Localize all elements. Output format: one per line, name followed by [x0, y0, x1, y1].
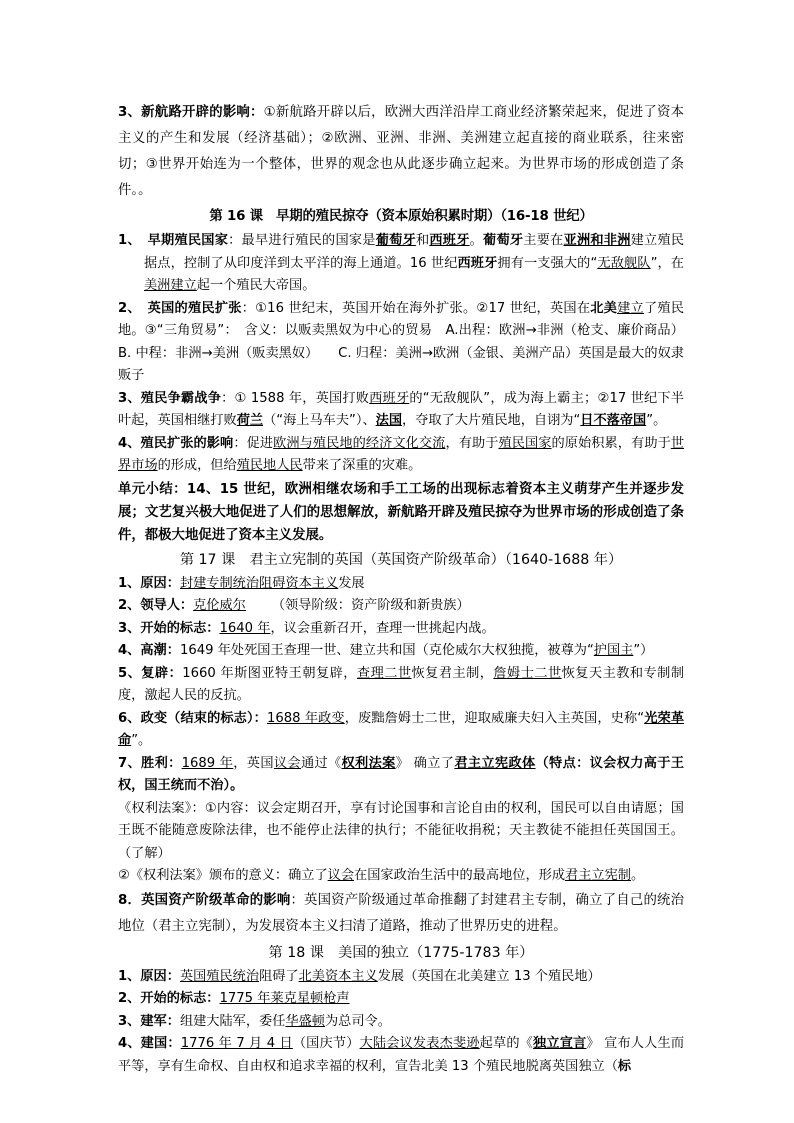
- keyword-exchange: 欧洲与殖民地的经济文化交流: [273, 435, 446, 451]
- keyword-capitalism: 资本主义: [285, 575, 339, 591]
- text: 拥有一支强大的“: [497, 255, 598, 271]
- lesson-17-item-8: [118, 888, 684, 940]
- text: ，英国: [233, 755, 274, 771]
- keyword-lord-protector: 护国主: [593, 643, 634, 658]
- text: ，议会重新召开，查理一世挑起内战。: [270, 620, 495, 636]
- item-label: 2、领导人：: [118, 598, 194, 613]
- item-label: 1、原因：: [118, 968, 180, 984]
- keyword-continental-congress: 大陆会议发表: [359, 1036, 440, 1051]
- keyword-james-ii: 詹姆士二世: [493, 665, 562, 681]
- keyword-empire: 日不落帝国: [580, 413, 647, 428]
- text: 标: [617, 1058, 632, 1074]
- text: 为总司令。: [325, 1013, 391, 1029]
- keyword-jefferson: 杰斐逊: [439, 1036, 480, 1051]
- keyword-year: 1689 年: [181, 755, 234, 771]
- keyword-world-market: 世界市场: [118, 435, 685, 473]
- keyword-na-capitalism: 北美资本主义: [298, 968, 378, 984]
- text: 的“无敌舰队”，成为海上霸主；②17 世纪下半叶起，英国相继打败: [118, 390, 684, 428]
- lesson-17-title: 第 17 课 君主立宪制的英国（英国资产阶级革命）（1640-1688 年）: [179, 551, 623, 568]
- keyword-year: 1640 年: [219, 620, 271, 636]
- text: 阻碍了: [259, 968, 299, 984]
- lesson-18-item-2: [118, 988, 684, 1011]
- keyword-colonial-people: 殖民地人民: [236, 458, 303, 473]
- lesson-17-item-7: [118, 753, 684, 798]
- text: （领导阶级：资产阶级和新贵族）: [271, 598, 470, 613]
- keyword-spain: 西班牙: [457, 255, 498, 271]
- text: 和: [415, 233, 430, 248]
- keyword-constitutional-monarchy: 君主立宪制: [565, 868, 631, 883]
- lesson-16-item-2: [118, 298, 684, 388]
- text: 。: [630, 868, 645, 883]
- keyword-netherlands: 荷兰: [236, 413, 264, 428]
- text: 发展: [338, 575, 365, 591]
- text: 了殖民地。③“三角贸易”： 含义：以贩卖黑奴为中心的贸易 A.出程：欧洲→非洲（枪支、廉价商品）B. 中程：非洲→美洲（贩卖黑奴） C. 归程：美洲→欧洲（金银、美洲产品）英国是最大的奴隶贩子: [118, 300, 685, 383]
- lesson-18-item-1: [118, 966, 684, 989]
- section-text: ①新航路开辟以后，欧洲大西洋沿岸工商业经济繁荣起来，促进了资本主义的产生和发展（经济基础）；②欧洲、亚洲、非洲、美洲建立起直接的商业联系，往来密切；③世界开始连为一个整体，世界的观念也从此逐步确立起来。为世界市场的形成创造了条件。。: [118, 105, 684, 198]
- text: ：① 1588 年，英国打败: [221, 390, 370, 406]
- item-label: 3、开始的标志：: [118, 620, 220, 636]
- keyword-portugal: 葡萄牙: [483, 233, 524, 248]
- section-label: 3、新航路开辟的影响：: [118, 105, 264, 120]
- lesson-18-item-4: [118, 1033, 684, 1078]
- keyword-colonial-states: 殖民国家: [498, 435, 552, 451]
- paragraph-new-route-impact: [118, 100, 684, 204]
- item-label: 6、政变（结束的标志）：: [118, 710, 267, 726]
- keyword-bill-of-rights: 权利法案: [341, 755, 396, 771]
- text: ，有助于: [445, 435, 499, 451]
- keyword-north-america: 北美: [590, 300, 618, 316]
- text: ”）: [633, 643, 654, 658]
- text: 》 宣布人人生而平等，享有生命权、自由权和追求幸福的权利，宣告北美 13 个殖民地脱离英国独立（: [118, 1036, 685, 1074]
- keyword-date: 1776 年 7 月 4 日: [180, 1036, 293, 1051]
- keyword-portugal: 葡萄牙: [375, 233, 416, 248]
- keyword-british-rule: 英国殖民统治: [179, 968, 260, 984]
- lesson-17-item-4: [118, 640, 684, 663]
- text: （国庆节）: [292, 1036, 360, 1051]
- item-label: 3、建军：: [118, 1013, 180, 1029]
- lesson-18-item-3: [118, 1011, 684, 1034]
- item-label: 4、建国：: [118, 1036, 181, 1051]
- text: 发展（英国在北美建立 13 个殖民地）: [377, 968, 601, 984]
- text: ，夺取了大片殖民地，自诩为“: [402, 413, 581, 428]
- item-label: 1、 早期殖民国家: [118, 233, 229, 248]
- text: 起一个殖民大帝国。: [196, 278, 316, 293]
- text: ②《权利法案》颁布的意义：确立了: [118, 868, 328, 883]
- keyword-parliament: 议会: [273, 755, 301, 771]
- text: ”。: [646, 413, 667, 428]
- text: 1649 年处死国王查理一世、建立共和国（克伦威尔大权独揽，被尊为“: [179, 643, 594, 658]
- text: 。: [469, 233, 484, 248]
- text: ”，在: [650, 255, 684, 271]
- text: ：①16 世纪末，英国开始在海外扩张。②17 世纪，英国在: [241, 300, 591, 316]
- item-label: 5、复辟：: [118, 665, 183, 681]
- keyword-coup: 1688 年政变: [266, 710, 345, 726]
- text: 组建大陆军，委任: [179, 1013, 286, 1029]
- keyword-washington: 华盛顿: [285, 1013, 325, 1029]
- text: （特点：议会权力高于王权，国王统而不治）。: [118, 755, 685, 793]
- text: 带来了深重的灾难。: [302, 458, 422, 473]
- document-page: [118, 100, 684, 1078]
- text: 建立殖民据点，控制了从印度洋到太平洋的海上通道。16 世纪: [144, 233, 685, 271]
- text: ：促进: [233, 435, 274, 451]
- lesson-16-title: 第 16 课 早期的殖民掠夺（资本原始积累时期）（16-18 世纪）: [209, 209, 593, 224]
- lesson-17-item-5: [118, 663, 684, 708]
- keyword-charles-ii: 查理二世: [356, 665, 412, 681]
- text: （“海上马车夫”）、: [263, 413, 376, 428]
- text: 恢复天主教和专制制度，激起人民的反抗。: [118, 665, 685, 703]
- item-label: 8．英国资产阶级革命的影响: [118, 892, 291, 908]
- text: 在国家政治生活中的最高地位，形成: [354, 868, 566, 883]
- unit-summary: 单元小结：14、15 世纪，欧洲相继农场和手工工场的出现标志着资本主义萌芽产生并逐步发展；文艺复兴极大地促进了人们的思想解放，新航路开辟及殖民掠夺为世界市场的形成创造了条件，都极大地促进了资本主义发展。: [118, 481, 684, 543]
- text: 起草的《: [479, 1036, 534, 1051]
- lesson-17-item-2: [118, 595, 684, 618]
- text: 主要在: [523, 233, 564, 248]
- lesson-17-item-1: [118, 573, 684, 596]
- keyword-asia-africa: 亚洲和非洲: [563, 233, 631, 248]
- keyword-glorious-revolution: 光荣革命: [118, 710, 685, 748]
- keyword-spain: 西班牙: [369, 390, 410, 406]
- keyword-cromwell: 克伦威尔: [193, 598, 246, 613]
- keyword-constitutional-monarchy: 君主立宪政体: [454, 755, 536, 771]
- text: ”。: [131, 733, 152, 748]
- text: 通过《: [300, 755, 342, 771]
- keyword-declaration: 独立宣言: [533, 1036, 587, 1051]
- text: ：最早进行殖民的国家是: [228, 233, 376, 248]
- item-label: 4、殖民扩张的影响: [118, 435, 234, 451]
- item-label: 3、殖民争霸战争: [118, 390, 222, 406]
- lesson-17-item-6: [118, 708, 684, 753]
- keyword-america: 美洲建立: [144, 278, 197, 293]
- lesson-17-bill-content: 《权利法案》：①内容：议会定期召开，享有讨论国事和言论自由的权利，国民可以自由请愿；国王既不能随意废除法律，也不能停止法律的执行；不能征收捐税；天主教徒不能担任英国国王。（了解）: [118, 800, 684, 861]
- text: 的形成，但给: [157, 458, 237, 473]
- keyword-lexington: 1775 年莱克星顿枪声: [219, 991, 350, 1006]
- text: 恢复君主制，: [411, 665, 494, 681]
- text: 1660 年斯图亚特王朝复辟，: [182, 665, 357, 681]
- text: 》 确立了: [395, 755, 455, 771]
- keyword-feudal: 封建专制统治阻碍: [179, 575, 286, 591]
- lesson-16-item-3: [118, 388, 684, 433]
- keyword-establish: 建立: [617, 300, 644, 316]
- item-label: 1、原因：: [118, 575, 180, 591]
- keyword-armada: 无敌舰队: [597, 255, 651, 271]
- item-label: 7、胜利：: [118, 755, 182, 771]
- item-label: 2、 英国的殖民扩张: [118, 300, 242, 316]
- keyword-france: 法国: [375, 413, 403, 428]
- item-label: 4、高潮：: [118, 643, 180, 658]
- lesson-17-bill-significance: [118, 865, 684, 888]
- item-label: 2、开始的标志：: [118, 991, 220, 1006]
- text: ，废黜詹姆士二世，迎取威廉夫妇入主英国，史称“: [344, 710, 645, 726]
- text: 的原始积累，有助于: [551, 435, 671, 451]
- lesson-17-item-3: [118, 618, 684, 641]
- lesson-18-title: 第 18 课 美国的独立（1775-1783 年）: [268, 944, 534, 961]
- keyword-spain: 西班牙: [429, 233, 470, 248]
- lesson-16-item-4: [118, 433, 684, 478]
- keyword-parliament: 议会: [327, 868, 355, 883]
- text: ：英国资产阶级通过革命推翻了封建君主专制，确立了自己的统治地位（君主立宪制），为发展资本主义扫清了道路，推动了世界历史的进程。: [118, 892, 684, 934]
- lesson-16-item-1: [118, 230, 684, 298]
